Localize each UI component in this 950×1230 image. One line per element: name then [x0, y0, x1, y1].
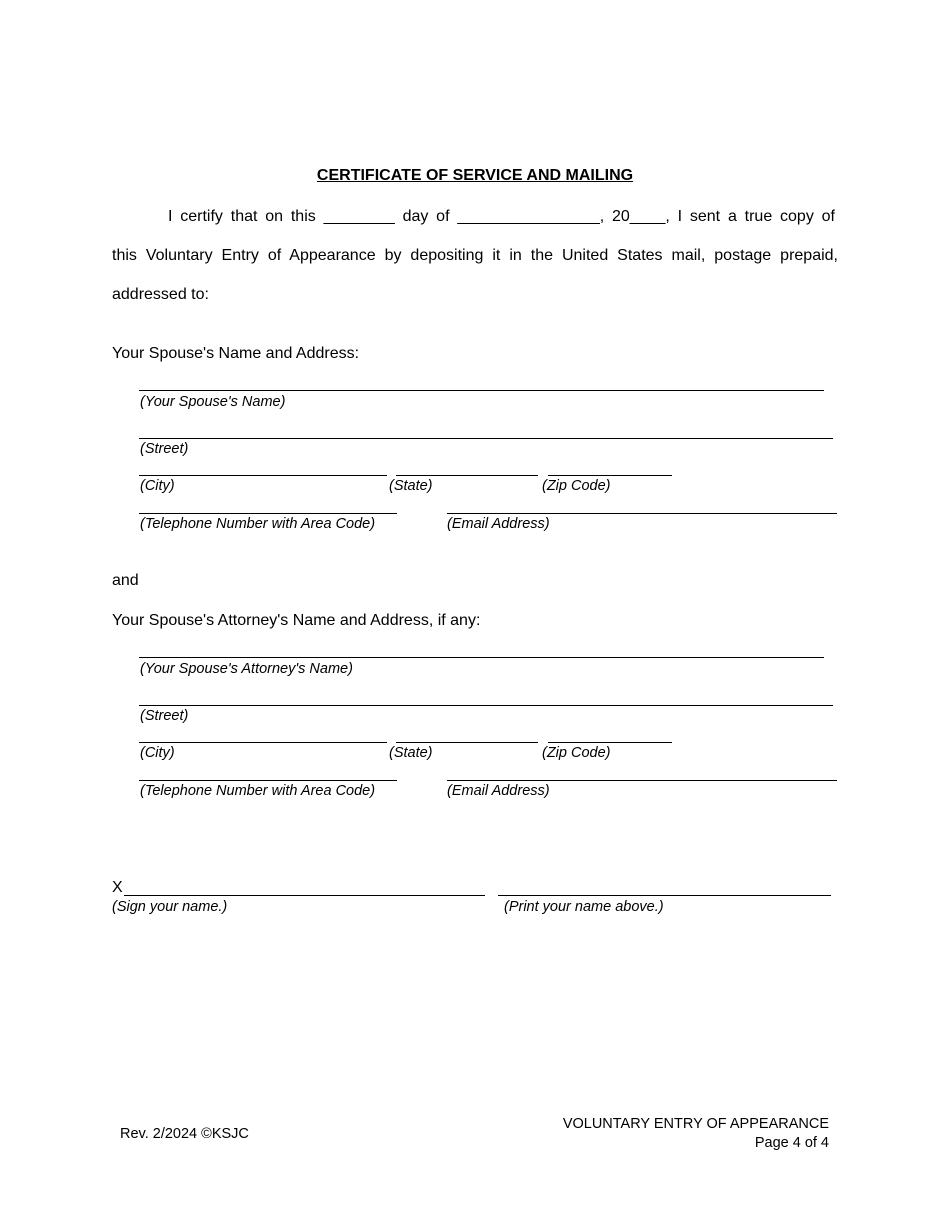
and-text: and: [112, 572, 139, 589]
footer-page-number: Page 4 of 4: [754, 1135, 829, 1151]
attorney-state-field[interactable]: [396, 742, 538, 743]
spouse-name-caption: (Your Spouse's Name): [140, 394, 286, 410]
attorney-zip-caption: (Zip Code): [542, 745, 611, 761]
certification-line-2: this Voluntary Entry of Appearance by depositing it in the United States mail, postage prepaid,: [112, 247, 838, 264]
spouse-phone-field[interactable]: [139, 513, 397, 514]
signature-field[interactable]: [124, 895, 485, 896]
print-caption: (Print your name above.): [504, 899, 664, 915]
attorney-phone-field[interactable]: [139, 780, 397, 781]
signature-x-mark: X: [112, 879, 123, 896]
attorney-heading: Your Spouse's Attorney's Name and Address, if any:: [112, 612, 481, 629]
spouse-state-field[interactable]: [396, 475, 538, 476]
attorney-email-caption: (Email Address): [447, 783, 550, 799]
spouse-city-field[interactable]: [139, 475, 387, 476]
spouse-street-field[interactable]: [139, 438, 833, 439]
spouse-heading: Your Spouse's Name and Address:: [112, 345, 360, 362]
certification-line-1: I certify that on this ________ day of ________________, 20____, I sent a true copy of: [168, 208, 835, 225]
spouse-zip-caption: (Zip Code): [542, 478, 611, 494]
footer-doc-title: VOLUNTARY ENTRY OF APPEARANCE: [562, 1116, 829, 1132]
spouse-phone-caption: (Telephone Number with Area Code): [140, 516, 376, 532]
attorney-street-field[interactable]: [139, 705, 833, 706]
attorney-phone-caption: (Telephone Number with Area Code): [140, 783, 376, 799]
spouse-name-field[interactable]: [139, 390, 824, 391]
attorney-email-field[interactable]: [447, 780, 837, 781]
attorney-name-field[interactable]: [139, 657, 824, 658]
spouse-email-caption: (Email Address): [447, 516, 550, 532]
spouse-state-caption: (State): [389, 478, 433, 494]
footer-revision: Rev. 2/2024 ©KSJC: [120, 1126, 249, 1142]
spouse-street-caption: (Street): [140, 441, 189, 457]
attorney-city-field[interactable]: [139, 742, 387, 743]
attorney-zip-field[interactable]: [548, 742, 672, 743]
attorney-name-caption: (Your Spouse's Attorney's Name): [140, 661, 353, 677]
spouse-zip-field[interactable]: [548, 475, 672, 476]
sign-caption: (Sign your name.): [112, 899, 228, 915]
spouse-email-field[interactable]: [447, 513, 837, 514]
attorney-city-caption: (City): [140, 745, 175, 761]
certification-line-3: addressed to:: [112, 286, 209, 303]
spouse-city-caption: (City): [140, 478, 175, 494]
printed-name-field[interactable]: [498, 895, 831, 896]
attorney-street-caption: (Street): [140, 708, 189, 724]
page-title: CERTIFICATE OF SERVICE AND MAILING: [316, 167, 634, 184]
attorney-state-caption: (State): [389, 745, 433, 761]
